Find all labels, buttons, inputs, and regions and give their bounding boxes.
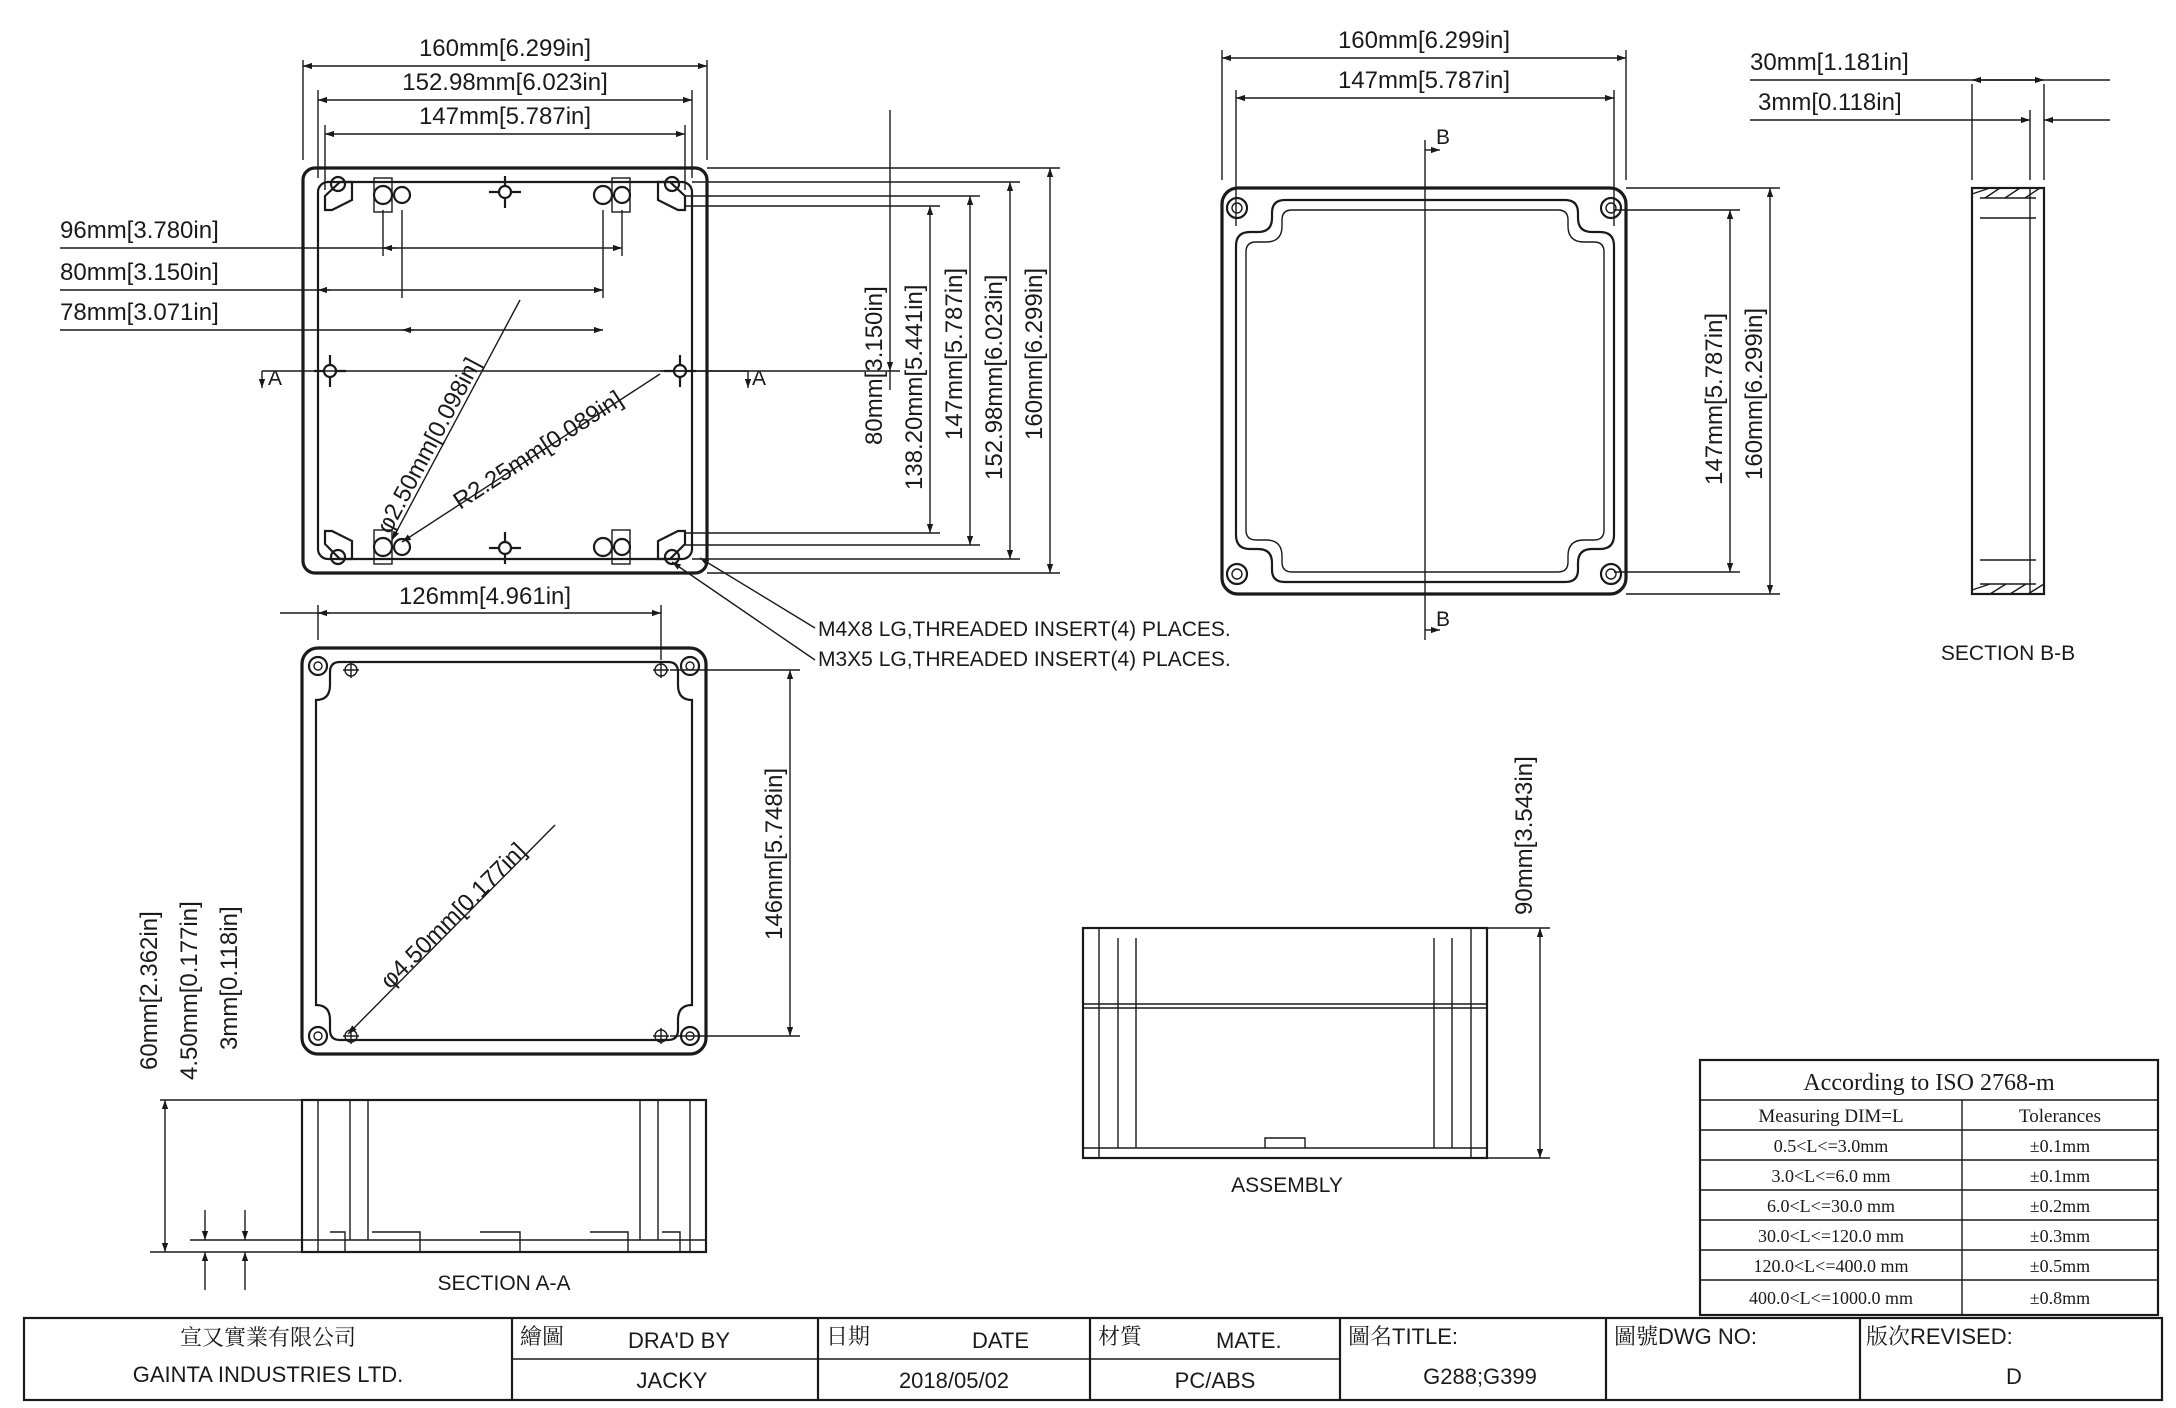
revision-label: 版次REVISED: bbox=[1866, 1324, 2013, 1349]
note-m4-insert: M4X8 LG,THREADED INSERT(4) PLACES. bbox=[818, 618, 1231, 641]
assembly-view bbox=[1083, 756, 1550, 1197]
dim-width-147: 147mm[5.787in] bbox=[418, 103, 592, 130]
lid-view bbox=[1222, 27, 1780, 640]
date-label-cn: 日期 bbox=[826, 1324, 871, 1349]
dim-height-138-20: 138.20mm[5.441in] bbox=[901, 284, 928, 490]
tolerance-row-value: ±0.1mm bbox=[2029, 1166, 2091, 1186]
bottom-dim-hole-4-50: φ4.50mm[0.177in] bbox=[375, 837, 532, 995]
dim-hole-spacing-80: 80mm[3.150in] bbox=[60, 259, 219, 286]
lid-dim-width-147: 147mm[5.787in] bbox=[1337, 67, 1511, 94]
bottom-view bbox=[280, 583, 800, 1054]
drawn-by-value: JACKY bbox=[636, 1368, 708, 1393]
tolerance-table bbox=[1700, 1060, 2158, 1315]
dim-hole-2-50: φ2.50mm[0.098in] bbox=[371, 353, 487, 538]
tolerance-row-range: 120.0<L<=400.0 mm bbox=[1753, 1256, 1909, 1276]
dim-height-80: 80mm[3.150in] bbox=[861, 286, 888, 445]
bottom-dim-width-126: 126mm[4.961in] bbox=[398, 583, 572, 610]
company-name-cn: 宣又實業有限公司 bbox=[179, 1325, 357, 1350]
section-bb-label: SECTION B-B bbox=[1940, 642, 2076, 665]
tolerance-header-dim: Measuring DIM=L bbox=[1758, 1106, 1904, 1127]
material-label-cn: 材質 bbox=[1098, 1324, 1143, 1349]
section-aa-dim-4-50: 4.50mm[0.177in] bbox=[176, 901, 203, 1080]
title-label: 圖名TITLE: bbox=[1348, 1324, 1459, 1349]
date-label-en: DATE bbox=[972, 1328, 1030, 1353]
lid-dim-height-147: 147mm[5.787in] bbox=[1701, 312, 1728, 485]
top-view bbox=[60, 35, 1231, 671]
bottom-dim-height-146: 146mm[5.748in] bbox=[761, 767, 788, 940]
tolerance-title: According to ISO 2768-m bbox=[1803, 1070, 2055, 1096]
section-bb-dim-30: 30mm[1.181in] bbox=[1750, 49, 1909, 76]
lid-dim-height-160: 160mm[6.299in] bbox=[1741, 307, 1768, 480]
section-a-left: A bbox=[268, 367, 283, 390]
dwg-no-label: 圖號DWG NO: bbox=[1614, 1324, 1757, 1349]
section-bb-dim-3: 3mm[0.118in] bbox=[1758, 89, 1902, 116]
section-a-right: A bbox=[752, 367, 767, 390]
assembly-label: ASSEMBLY bbox=[1231, 1174, 1343, 1197]
dim-height-147: 147mm[5.787in] bbox=[941, 267, 968, 440]
tolerance-row-range: 6.0<L<=30.0 mm bbox=[1767, 1196, 1895, 1216]
dim-radius-2-25: R2.25mm[0.089in] bbox=[448, 385, 628, 516]
section-aa-dim-60: 60mm[2.362in] bbox=[136, 911, 163, 1070]
revision-value: D bbox=[2006, 1364, 2022, 1389]
section-aa-dim-3: 3mm[0.118in] bbox=[216, 906, 243, 1050]
tolerance-header-tol: Tolerances bbox=[2018, 1106, 2102, 1127]
tolerance-row-value: ±0.8mm bbox=[2029, 1288, 2091, 1308]
section-b-bottom: B bbox=[1436, 608, 1451, 631]
date-value: 2018/05/02 bbox=[898, 1368, 1010, 1393]
dim-hole-spacing-96: 96mm[3.780in] bbox=[60, 217, 219, 244]
section-b-b bbox=[1750, 49, 2110, 665]
tolerance-row-value: ±0.1mm bbox=[2029, 1136, 2091, 1156]
tolerance-row-range: 30.0<L<=120.0 mm bbox=[1758, 1226, 1904, 1246]
tolerance-row-value: ±0.5mm bbox=[2029, 1256, 2091, 1276]
dim-height-160: 160mm[6.299in] bbox=[1021, 267, 1048, 440]
title-block bbox=[24, 1318, 2162, 1400]
dim-width-160: 160mm[6.299in] bbox=[418, 35, 592, 62]
title-value: G288;G399 bbox=[1423, 1364, 1537, 1389]
dim-height-152-98: 152.98mm[6.023in] bbox=[981, 274, 1008, 480]
note-m3-insert: M3X5 LG,THREADED INSERT(4) PLACES. bbox=[818, 648, 1231, 671]
material-value: PC/ABS bbox=[1174, 1368, 1256, 1393]
company-name-en: GAINTA INDUSTRIES LTD. bbox=[132, 1362, 404, 1387]
dim-width-152-98: 152.98mm[6.023in] bbox=[402, 69, 608, 96]
drawn-by-label-en: DRA'D BY bbox=[628, 1328, 730, 1353]
tolerance-row-range: 3.0<L<=6.0 mm bbox=[1771, 1166, 1891, 1186]
drawn-by-label-cn: 繪圖 bbox=[520, 1324, 565, 1349]
tolerance-row-value: ±0.3mm bbox=[2029, 1226, 2091, 1246]
section-aa-label: SECTION A-A bbox=[437, 1272, 571, 1295]
material-label-en: MATE. bbox=[1216, 1328, 1282, 1353]
tolerance-row-range: 0.5<L<=3.0mm bbox=[1773, 1136, 1889, 1156]
tolerance-row-range: 400.0<L<=1000.0 mm bbox=[1749, 1288, 1913, 1308]
tolerance-row-value: ±0.2mm bbox=[2029, 1196, 2091, 1216]
assembly-dim-90: 90mm[3.543in] bbox=[1511, 756, 1538, 915]
dim-hole-spacing-78: 78mm[3.071in] bbox=[60, 299, 219, 326]
tolerance-rows bbox=[1749, 1136, 2090, 1308]
lid-dim-width-160: 160mm[6.299in] bbox=[1337, 27, 1511, 54]
section-b-top: B bbox=[1436, 126, 1451, 149]
